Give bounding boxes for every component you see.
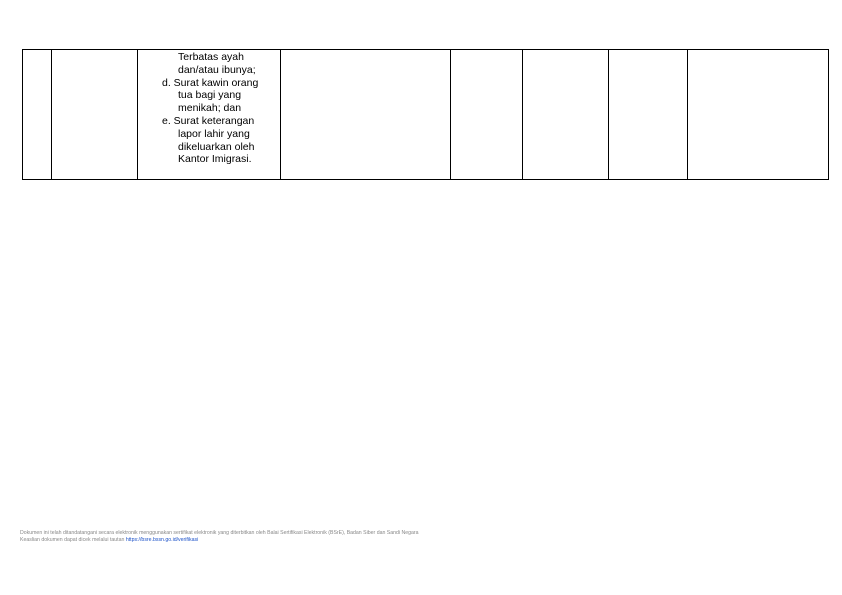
table-cell-notes bbox=[688, 50, 829, 180]
table-cell-number bbox=[23, 50, 52, 180]
requirement-item-d: d. Surat kawin orang bbox=[162, 76, 259, 89]
requirement-line: dan/atau ibunya; bbox=[178, 63, 256, 76]
requirement-line: menikah; dan bbox=[178, 102, 242, 115]
footer-verification-note bbox=[20, 537, 419, 544]
requirement-item-e: e. Surat keterangan bbox=[162, 114, 255, 127]
table-cell-cost bbox=[523, 50, 609, 180]
requirement-line: tua bagi yang bbox=[178, 89, 242, 102]
requirement-line: Kantor Imigrasi. bbox=[178, 153, 252, 166]
requirement-line: dikeluarkan oleh bbox=[178, 140, 255, 153]
table-cell-service bbox=[52, 50, 138, 180]
requirement-line: Terbatas ayah bbox=[178, 51, 244, 63]
requirements-list bbox=[138, 50, 280, 166]
table-cell-procedure bbox=[281, 50, 451, 180]
table-cell-output bbox=[609, 50, 688, 180]
requirement-line: lapor lahir yang bbox=[178, 127, 250, 140]
table-cell-time bbox=[451, 50, 523, 180]
requirements-table bbox=[22, 49, 829, 180]
esign-footer bbox=[20, 530, 419, 544]
footer-signature-note: Dokumen ini telah ditandatangani secara elektronik menggunakan sertifikat elektronik yang diterbitkan oleh Balai Sertifikasi Elektronik (BSrE), Badan Siber dan Sandi Negara bbox=[20, 530, 419, 536]
footer-verification-text: Keaslian dokumen dapat dicek melalui tautan bbox=[20, 537, 125, 543]
verification-link[interactable]: https://bsre.bssn.go.id/verifikasi bbox=[125, 537, 199, 543]
table-row bbox=[23, 50, 829, 180]
table-cell-requirements bbox=[138, 50, 281, 180]
